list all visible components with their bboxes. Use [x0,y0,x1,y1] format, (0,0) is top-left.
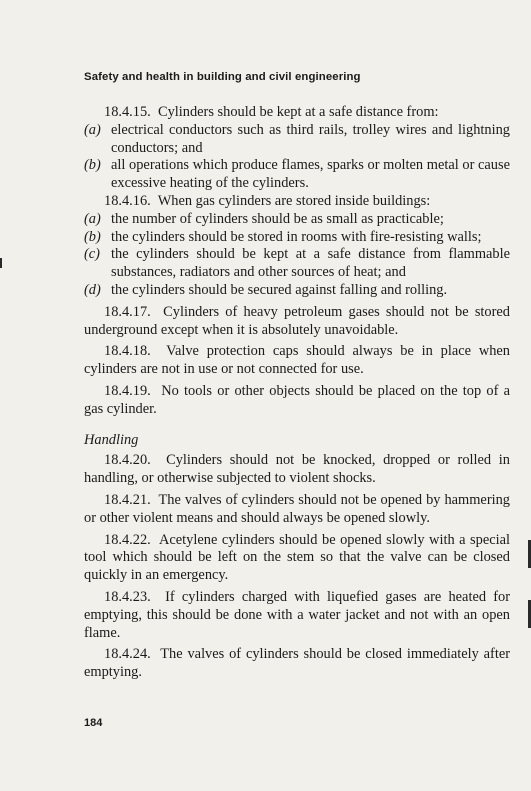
paragraph-18-4-16 [84,193,510,211]
paragraph-18-4-23 [84,589,510,642]
paragraph-number: 18.4.16. [104,192,151,209]
list-item [84,157,510,193]
paragraph-number: 18.4.19. [104,382,151,399]
paragraph-18-4-15 [84,104,510,122]
paragraph-text: Cylinders should not be knocked, dropped or rolled in handling, or otherwise subjected to violent shocks. [84,452,510,487]
list-item [84,282,510,300]
list-item-text: electrical conductors such as third rails, trolley wires and lightning conductors; and [111,121,510,156]
paragraph-18-4-21 [84,492,510,528]
paragraph-18-4-20 [84,452,510,488]
paragraph-text: Valve protection caps should always be in place when cylinders are not in use or not connected for use. [84,343,510,378]
list-item-text: the cylinders should be secured against falling and rolling. [111,281,448,298]
list-marker: (b) [84,228,101,245]
paragraph-number: 18.4.17. [104,303,151,320]
paragraph-text: The valves of cylinders should be closed immediately after emptying. [84,646,511,681]
paragraph-number: 18.4.18. [104,343,151,360]
list-item [84,246,510,282]
paragraph-18-4-24 [84,646,510,682]
paragraph-number: 18.4.20. [104,452,151,469]
list-item-text: all operations which produce flames, sparks or molten metal or cause excessive heating of the cylinders. [111,157,510,192]
list-marker: (d) [84,281,101,298]
paragraph-number: 18.4.22. [104,531,151,548]
paragraph-18-4-18 [84,343,510,379]
paragraph-text: When gas cylinders are stored inside buildings: [157,192,431,209]
paragraph-18-4-22 [84,532,510,585]
paragraph-text: The valves of cylinders should not be opened by hammering or other violent means and should always be opened slowly. [84,491,510,526]
paragraph-18-4-17 [84,304,510,340]
list-marker: (a) [84,121,101,138]
paragraph-text: If cylinders charged with liquefied gases are heated for emptying, this should be done with a water jacket and not with an open flame. [84,588,510,641]
list-item-text: the cylinders should be kept at a safe distance from flammable substances, radiators and other sources of heat; and [111,246,510,281]
paragraph-text: Cylinders should be kept at a safe distance from: [157,104,439,120]
paragraph-18-4-19 [84,383,510,419]
list-marker: (c) [84,246,100,263]
list-marker: (b) [84,157,101,174]
paragraph-number: 18.4.24. [104,646,151,663]
list-marker: (a) [84,210,101,227]
list-item-text: the number of cylinders should be as small as practicable; [111,210,444,227]
paragraph-number: 18.4.21. [104,491,151,508]
paragraph-number: 18.4.15. [104,104,151,120]
list-item [84,122,510,158]
page-body [84,104,510,682]
list-item-text: the cylinders should be stored in rooms with fire-resisting walls; [111,228,482,245]
paragraph-text: Acetylene cylinders should be opened slowly with a special tool which should be left on the stem so that the valve can be closed quickly in an emergency. [84,531,510,584]
running-header: Safety and health in building and civil engineering [84,71,361,83]
paragraph-number: 18.4.23. [104,588,151,605]
paragraph-text: Cylinders of heavy petroleum gases should not be stored underground except when it is absolutely unavoidable. [84,303,510,338]
scan-edge-mark [0,258,2,268]
page-number: 184 [84,717,103,729]
list-item [84,211,510,229]
section-heading: Handling [84,431,139,448]
list-item [84,229,510,247]
paragraph-text: No tools or other objects should be placed on the top of a gas cylinder. [84,382,511,417]
